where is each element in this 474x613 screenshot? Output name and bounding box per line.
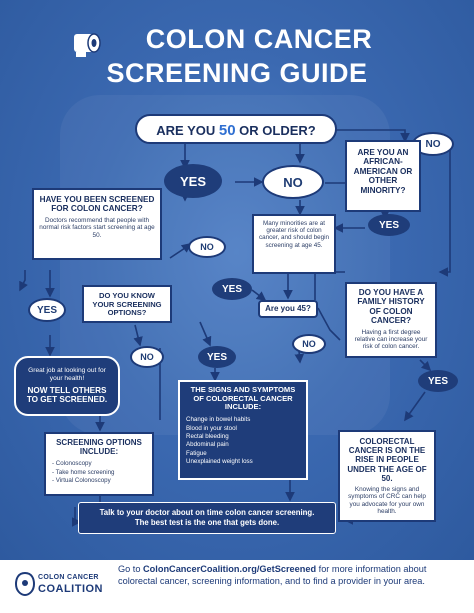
logo-line2: COALITION xyxy=(38,583,103,595)
footer-link[interactable]: ColonCancerCoalition.org/GetScreened xyxy=(143,564,317,574)
minorities-info xyxy=(252,214,336,274)
great-job-cta: NOW TELL OTHERS TO GET SCREENED. xyxy=(26,385,108,405)
signs-item: Change in bowel habits xyxy=(186,416,251,424)
arrow-no-top-family xyxy=(435,150,450,272)
are-you-45-text: Are you 45? xyxy=(265,304,311,313)
screened-heading: HAVE YOU BEEN SCREENED FOR COLON CANCER? xyxy=(39,195,155,214)
signs-item: Blood in your stool xyxy=(186,424,237,432)
screening-option-item: - Virtual Colonoscopy xyxy=(52,477,111,485)
great-job-text: Great job at looking out for your health! xyxy=(28,367,106,383)
screened-body: Doctors recommend that people with normal risk factors start screening at age 50. xyxy=(39,216,155,239)
page-title-line1: COLON CANCER xyxy=(145,24,373,54)
no-top: NO xyxy=(412,132,454,156)
question-family-history xyxy=(345,282,437,358)
screening-options-items xyxy=(52,460,146,485)
signs-list xyxy=(186,416,300,466)
signs-item: Rectal bleeding xyxy=(186,432,229,440)
q50-pre: ARE YOU xyxy=(156,123,219,138)
crc-rise-body: Knowing the signs and symptoms of CRC can help you advocate for your own health. xyxy=(348,485,426,516)
african-american-text: ARE YOU AN AFRICAN-AMERICAN OR OTHER MINORITY? xyxy=(353,148,413,195)
question-are-you-45 xyxy=(258,300,318,318)
screening-options-heading: SCREENING OPTIONS INCLUDE: xyxy=(56,438,142,457)
question-screened xyxy=(32,188,162,260)
footer-text-pre: Go to xyxy=(118,564,144,574)
question-50-or-older xyxy=(135,114,337,144)
crc-rise-heading: COLORECTAL CANCER IS ON THE RISE IN PEOPLE UNDER THE AGE OF 50. xyxy=(347,437,427,483)
screening-option-item: - Colonoscopy xyxy=(52,460,92,468)
question-screening-options xyxy=(82,285,172,323)
minorities-text: Many minorities are at greater risk of colon cancer, and should begin screening at age 45. xyxy=(258,220,330,249)
no-screened: NO xyxy=(188,236,226,258)
screening-options-list xyxy=(44,432,154,496)
great-job-bubble xyxy=(14,356,120,416)
logo-line1: COLON CANCER xyxy=(38,574,99,581)
yes-family: YES xyxy=(418,370,458,392)
q50-number: 50 xyxy=(218,122,236,139)
no-options: NO xyxy=(130,346,164,368)
footer-text-post: for more information about colorectal cancer, screening information, and to find a provider in your area. xyxy=(118,564,427,586)
signs-symptoms xyxy=(178,380,308,480)
signs-item: Unexplained weight loss xyxy=(186,457,253,465)
talk-to-doctor xyxy=(78,502,336,534)
footer-text xyxy=(118,564,468,588)
screening-option-item: - Take home screening xyxy=(52,468,115,476)
signs-item: Fatigue xyxy=(186,449,207,457)
family-history-body: Having a first degree relative can increase your risk of colon cancer. xyxy=(354,328,428,351)
yes-minority: YES xyxy=(368,214,410,236)
yes-screened: YES xyxy=(28,298,66,322)
signs-item: Abdominal pain xyxy=(186,441,229,449)
signs-heading: THE SIGNS AND SYMPTOMS OF COLORECTAL CANCER INCLUDE: xyxy=(190,385,296,412)
colon-cancer-coalition-logo xyxy=(14,568,114,602)
family-history-heading: DO YOU HAVE A FAMILY HISTORY OF COLON CANCER? xyxy=(357,288,425,326)
yes-45: YES xyxy=(198,346,236,368)
yes-options: YES xyxy=(212,278,252,300)
crc-on-rise xyxy=(338,430,436,522)
q50-post: OR OLDER? xyxy=(235,123,316,138)
no-45: NO xyxy=(292,334,326,354)
talk-doctor-line1: Talk to your doctor about on time colon cancer screening. xyxy=(99,507,315,517)
page-title-line2: SCREENING GUIDE xyxy=(106,58,368,88)
know-options-text: DO YOU KNOW YOUR SCREENING OPTIONS? xyxy=(92,291,162,318)
question-african-american xyxy=(345,140,421,212)
yes-50: YES xyxy=(164,164,222,198)
no-50: NO xyxy=(262,165,324,199)
talk-doctor-line2: The best test is the one that gets done. xyxy=(134,518,280,527)
